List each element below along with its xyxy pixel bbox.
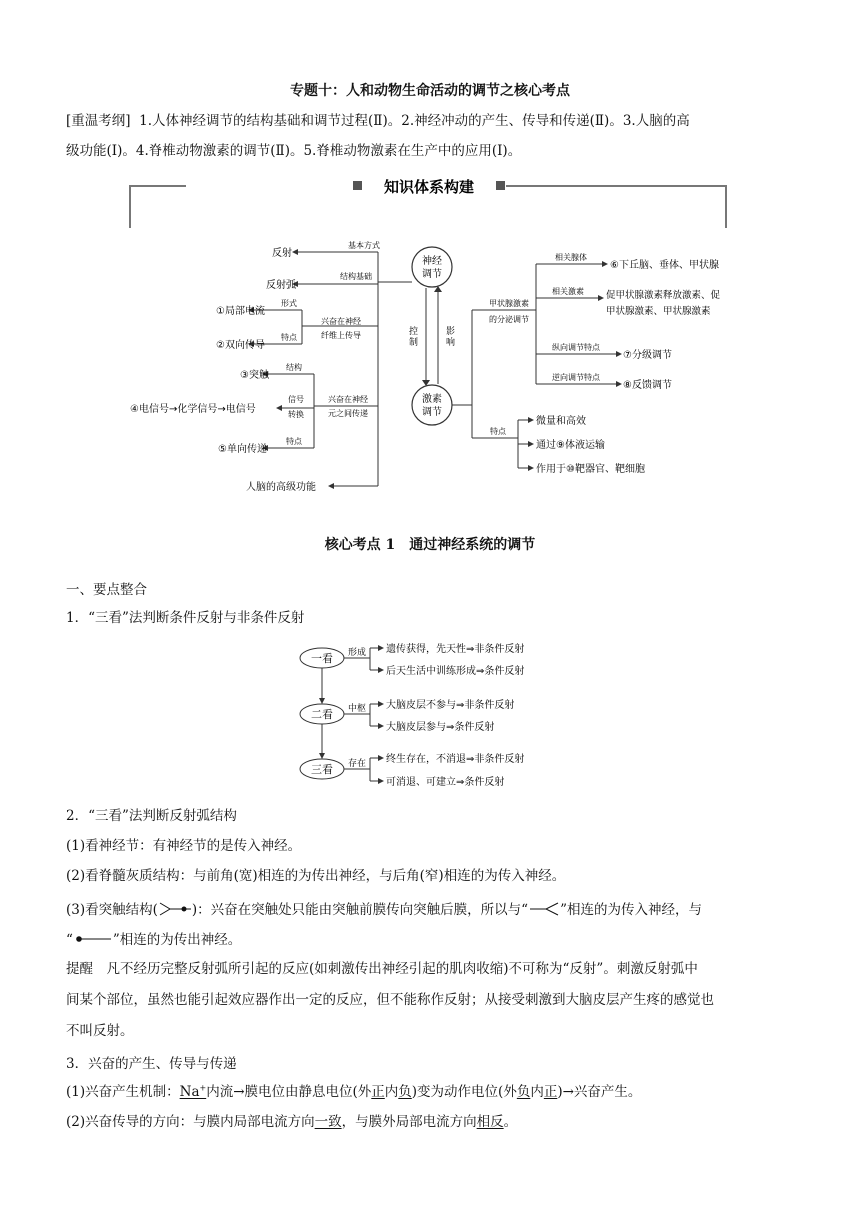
arrowhead-r4	[378, 723, 384, 729]
node-reflex-arc: 反射弧	[266, 280, 296, 291]
label-form: 形式	[281, 299, 297, 308]
reminder-line2: 间某个部位，虽然也能引起效应器作出一定的反应，但不能称作反射；从接受刺激到大脑皮层产生疼的感觉也	[66, 992, 714, 1008]
synapse-fork-icon	[528, 901, 560, 917]
node-hormones2: 甲状腺激素、甲状腺激素	[606, 306, 711, 317]
label-influence2: 响	[446, 338, 456, 348]
criteria3: 存在	[347, 759, 367, 769]
exam-outline	[66, 106, 796, 166]
point-ganglion: (1)看神经节：有神经节的是传入神经。	[66, 838, 302, 854]
look1-label: 一看	[311, 652, 333, 665]
node-hormones1: 促甲状腺激素释放激素、促	[606, 290, 721, 301]
node-nervous-label2: 调节	[422, 269, 442, 280]
label-between2: 元之间传递	[328, 409, 368, 418]
synapse-symbol-full-icon	[158, 901, 192, 917]
arrowhead-vertical	[616, 351, 622, 357]
node-brain: 人脑的高级功能	[246, 482, 316, 493]
arrowhead-signal	[276, 405, 282, 411]
label-structure-basis: 结构基础	[340, 272, 372, 281]
criteria1: 形成	[347, 648, 367, 658]
arrowhead-r5	[378, 755, 384, 761]
arrowhead-r3	[378, 701, 384, 707]
result4: 大脑皮层参与⇒条件反射	[386, 722, 495, 733]
label-fiber1: 兴奋在神经	[321, 317, 361, 326]
label-between1: 兴奋在神经	[328, 395, 368, 404]
blank-opposite: 相反	[476, 1114, 504, 1130]
node-f1: 微量和高效	[536, 416, 586, 427]
result6: 可消退、可建立⇒条件反射	[386, 777, 505, 788]
criteria2: 中枢	[347, 704, 367, 714]
arrowhead-r2	[378, 667, 384, 673]
node-hormone-label1: 激素	[422, 394, 442, 405]
section-key-points: 一、要点整合	[66, 582, 147, 598]
label-feature2: 特点	[286, 437, 302, 446]
arrowhead-f1	[528, 417, 534, 423]
node-hormone-label2: 调节	[422, 407, 442, 418]
label-control2: 制	[408, 338, 418, 348]
arrowhead-brain	[328, 483, 334, 489]
header-frame-right	[506, 186, 726, 228]
blank-consistent: 一致	[314, 1114, 342, 1130]
label-fiber2: 纤维上传导	[321, 331, 361, 340]
label-thyroid1: 甲状腺激素	[489, 299, 529, 308]
label-glands: 相关腺体	[555, 253, 587, 262]
label-control1: 控	[408, 327, 418, 337]
label-basic-mode: 基本方式	[348, 241, 380, 250]
node-vertical: ⑦分级调节	[623, 350, 672, 361]
arrowhead-glands	[602, 261, 608, 267]
node-local-current: ①局部电流	[216, 306, 265, 317]
arrowhead-hormones	[598, 295, 604, 301]
knowledge-map-header: 知识体系构建	[383, 178, 475, 196]
knowledge-map	[126, 174, 732, 496]
result3: 大脑皮层不参与⇒非条件反射	[386, 700, 515, 711]
blank-outer-negative: 负	[516, 1084, 531, 1100]
three-look-diagram	[296, 636, 596, 792]
node-reverse: ⑧反馈调节	[623, 380, 672, 391]
na-ion: Na+	[179, 1083, 207, 1100]
node-reflex: 反射	[272, 248, 292, 259]
point-synapse-cont: “ ”相连的为传出神经。	[66, 932, 242, 948]
point-gray-matter: (2)看脊髓灰质结构：与前角(宽)相连的为传出神经，与后角(窄)相连的为传入神经。	[66, 868, 566, 884]
result5: 终生存在，不消退⇒非条件反射	[386, 754, 525, 765]
conduction-direction: (2)兴奋传导的方向：与膜内局部电流方向一致，与膜外局部电流方向相反。	[66, 1114, 518, 1130]
arrowhead-r1	[378, 645, 384, 651]
label-signal1: 信号	[288, 395, 304, 404]
look2-label: 二看	[311, 708, 333, 721]
item2-heading: 2．“三看”法判断反射弧结构	[66, 808, 237, 824]
node-f2: 通过⑨体液运输	[536, 440, 605, 451]
arrowhead-r6	[378, 778, 384, 784]
arrowhead-reflex	[292, 249, 298, 255]
look3-label: 三看	[311, 763, 333, 776]
arrowhead-look2-3	[319, 753, 325, 759]
result2: 后天生活中训练形成⇒条件反射	[386, 666, 525, 677]
label-feature1: 特点	[281, 333, 297, 342]
outline-tag: [重温考纲]	[66, 113, 131, 129]
blank-outer-positive: 正	[371, 1084, 385, 1100]
node-hormone-regulation	[412, 385, 452, 425]
label-features: 特点	[490, 427, 506, 436]
label-vertical: 纵向调节特点	[552, 343, 600, 352]
node-bidirectional: ②双向传导	[216, 340, 265, 351]
node-unidirectional: ⑤单向传递	[218, 444, 267, 455]
point-synapse: (3)看突触结构( )：兴奋在突触处只能由突触前膜传向突触后膜，所以与“ ”相连的为传入神经，与	[66, 902, 702, 918]
node-f3: 作用于⑩靶器官、靶细胞	[536, 464, 645, 475]
node-synapse: ③突触	[240, 370, 269, 381]
blank-inner-positive: 正	[543, 1084, 558, 1100]
arrowhead-f3	[528, 465, 534, 471]
node-signal-chain: ④电信号→化学信号→电信号	[130, 404, 256, 415]
arrowhead-f2	[528, 441, 534, 447]
arrowhead-look1-2	[319, 698, 325, 704]
exam-outline-line2: 级功能(Ⅰ)。4.脊椎动物激素的调节(Ⅱ)。5.脊椎动物激素在生产中的应用(Ⅰ)。	[66, 143, 522, 159]
reminder-line3: 不叫反射。	[66, 1023, 134, 1039]
page-title: 专题十：人和动物生命活动的调节之核心考点	[290, 83, 570, 99]
excitation-mechanism: (1)兴奋产生机制：Na+内流→膜电位由静息电位(外正内负)变为动作电位(外负内正)→兴奋产生。	[66, 1083, 642, 1100]
node-nervous-regulation	[412, 247, 452, 287]
label-influence1: 影	[446, 327, 456, 337]
label-reverse: 逆向调节特点	[552, 373, 600, 382]
synapse-dot-icon	[73, 932, 113, 946]
item1-heading: 1．“三看”法判断条件反射与非条件反射	[66, 610, 305, 626]
label-structure: 结构	[286, 363, 302, 372]
result1: 遗传获得，先天性⇒非条件反射	[386, 644, 525, 655]
header-square-right	[496, 181, 505, 190]
node-glands: ⑥下丘脑、垂体、甲状腺	[610, 260, 719, 271]
blank-inner-negative: 负	[398, 1084, 412, 1100]
node-nervous-label1: 神经	[422, 256, 442, 267]
reminder	[66, 954, 806, 1047]
item3-heading: 3．兴奋的产生、传导与传递	[66, 1056, 237, 1072]
label-hormones: 相关激素	[552, 287, 584, 296]
header-frame-left	[130, 186, 186, 228]
label-signal2: 转换	[288, 410, 304, 419]
label-thyroid2: 的分泌调节	[489, 315, 529, 324]
reminder-line1: 提醒 凡不经历完整反射弧所引起的反应(如刺激传出神经引起的肌肉收缩)不可称为“反射”。刺激反射弧中	[66, 961, 698, 977]
exam-outline-line1: [重温考纲] 1.人体神经调节的结构基础和调节过程(Ⅱ)。2.神经冲动的产生、传导和传递(Ⅱ)。3.人脑的高	[66, 113, 690, 129]
core-heading: 核心考点 1 通过神经系统的调节	[324, 537, 536, 553]
header-square-left	[353, 181, 362, 190]
arrowhead-reverse	[616, 381, 622, 387]
